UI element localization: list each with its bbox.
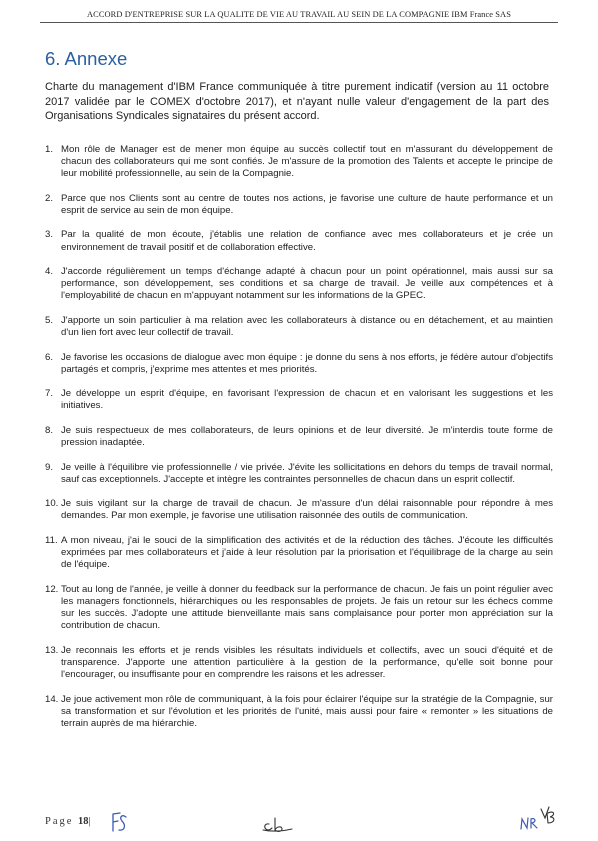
page-number: 18 xyxy=(78,816,89,827)
item-number: 13. xyxy=(45,644,59,656)
item-text: Je joue activement mon rôle de communiquant, à la fois pour éclairer l'équipe sur la stratégie de la Compagnie, sur sa transformation et sur l'évolution et les priorités de l'unité, mais aussi pour faire « remonter » les situations de terrain auprès de ma hiérarchie. xyxy=(61,693,553,729)
item-text: Je favorise les occasions de dialogue avec mon équipe : je donne du sens à nos efforts, je fédère autour d'objectifs partagés et compris, j'exprime mes attentes et mes priorités. xyxy=(61,351,553,375)
list-item xyxy=(45,694,553,730)
item-text: Je développe un esprit d'équipe, en favorisant l'expression de chacun et en valorisant les suggestions et les initiatives. xyxy=(61,388,553,412)
page-label xyxy=(45,816,93,827)
item-text: Par la qualité de mon écoute, j'établis une relation de confiance avec mes collaborateurs et je crée un environnement de travail positif et de collaboration effective. xyxy=(61,229,553,253)
item-text: Tout au long de l'année, je veille à donner du feedback sur la performance de chacun. Je fais un point régulier avec les managers fonctionnels, hiérarchiques ou les responsables de projets. Je fais un retour sur les échecs comme sur les succès. J'adopte une attitude bienveillante mais sans complaisance pour porter mon appréciation sur la contribution de chacun. xyxy=(61,583,553,632)
running-header: ACCORD D'ENTREPRISE SUR LA QUALITE DE VIE AU TRAVAIL AU SEIN DE LA COMPAGNIE IBM France SAS xyxy=(40,10,558,23)
item-number: 9. xyxy=(45,461,54,473)
item-text: Je veille à l'équilibre vie professionnelle / vie privée. J'évite les sollicitations en dehors du temps de travail normal, sauf cas exceptionnels. J'accepte et intègre les contraintes personnelles de chacun dans un esprit collectif. xyxy=(61,461,553,485)
item-number: 7. xyxy=(45,388,54,400)
list-item xyxy=(45,144,553,180)
item-text: Je suis respectueux de mes collaborateurs, de leurs opinions et de leur diversité. Je m'interdis toute forme de pression inadaptée. xyxy=(61,425,553,449)
item-text: A mon niveau, j'ai le souci de la simplification des activités et de la réduction des tâches. J'écoute les difficultés exprimées par mes collaborateurs et j'aide à leur résolution par la priorisation et l'équilibrage de la charge au sein de l'équipe. xyxy=(61,535,553,571)
list-item xyxy=(45,462,553,486)
item-number: 14. xyxy=(45,693,59,705)
page-prefix: Page xyxy=(45,816,74,827)
item-number: 12. xyxy=(45,583,59,595)
list-item xyxy=(45,315,553,339)
item-text: Je suis vigilant sur la charge de travail de chacun. Je m'assure d'un délai raisonnable pour répondre à mes demandes. Par mon exemple, je favorise une utilisation raisonnée des outils de communication. xyxy=(61,498,553,522)
item-text: Mon rôle de Manager est de mener mon équipe au succès collectif tout en m'assurant du développement de chacun des collaborateurs qui me sont confiés. Je m'assure de la promotion des Talents et accepte le principe de leur mobilité professionnelle, au sein de la Compagnie. xyxy=(61,144,553,180)
item-text: Je reconnais les efforts et je rends visibles les résultats individuels et collectifs, avec un souci d'équité et de transparence. J'apporte une attention particulière à la gestion de la performance, qu'elle soit bonne pour l'encourager, ou insuffisante pour en comprendre les raisons et les adresser. xyxy=(61,644,553,680)
item-number: 8. xyxy=(45,425,54,436)
item-text: J'accorde régulièrement un temps d'échange adapté à chacun pour un point opérationnel, mais aussi sur sa performance, son développement, ses conditions et sa charge de travail. Je veille aux compétences et à l'employabilité de chacun en m'appuyant notamment sur les informations de la GPEC. xyxy=(61,266,553,302)
item-number: 5. xyxy=(45,314,54,326)
item-number: 10. xyxy=(45,498,59,510)
charter-list xyxy=(45,144,553,742)
list-item xyxy=(45,498,553,522)
page-separator: | xyxy=(88,816,93,827)
item-number: 2. xyxy=(45,192,54,204)
list-item xyxy=(45,193,553,217)
list-item xyxy=(45,229,553,253)
list-item xyxy=(45,584,553,632)
list-item xyxy=(45,645,553,681)
list-item xyxy=(45,388,553,412)
section-title: 6. Annexe xyxy=(45,48,128,69)
item-number: 6. xyxy=(45,351,54,363)
page-footer xyxy=(45,813,563,835)
list-item xyxy=(45,266,553,302)
intro-paragraph: Charte du management d'IBM France communiquée à titre purement indicatif (version au 11 octobre 2017 validée par le COMEX d'octobre 2017), et n'ayant nulle valeur d'engagement de la part des Organisations Syndicales signataires du présent accord. xyxy=(45,81,549,123)
item-number: 1. xyxy=(45,144,54,155)
list-item xyxy=(45,352,553,376)
initials-fs-signature xyxy=(109,811,129,835)
item-number: 4. xyxy=(45,266,54,278)
initials-cb-signature xyxy=(260,815,294,835)
item-text: Parce que nos Clients sont au centre de toutes nos actions, je favorise une culture de haute performance et un esprit de service au sein de mon équipe. xyxy=(61,192,553,216)
list-item xyxy=(45,535,553,571)
item-number: 3. xyxy=(45,229,54,241)
item-text: J'apporte un soin particulier à ma relation avec les collaborateurs à distance ou en détachement, et au maintien d'un lien fort avec leur collectif de travail. xyxy=(61,314,553,339)
initials-nr-vb-signature xyxy=(517,803,563,835)
list-item xyxy=(45,425,553,449)
item-number: 11. xyxy=(45,535,58,547)
